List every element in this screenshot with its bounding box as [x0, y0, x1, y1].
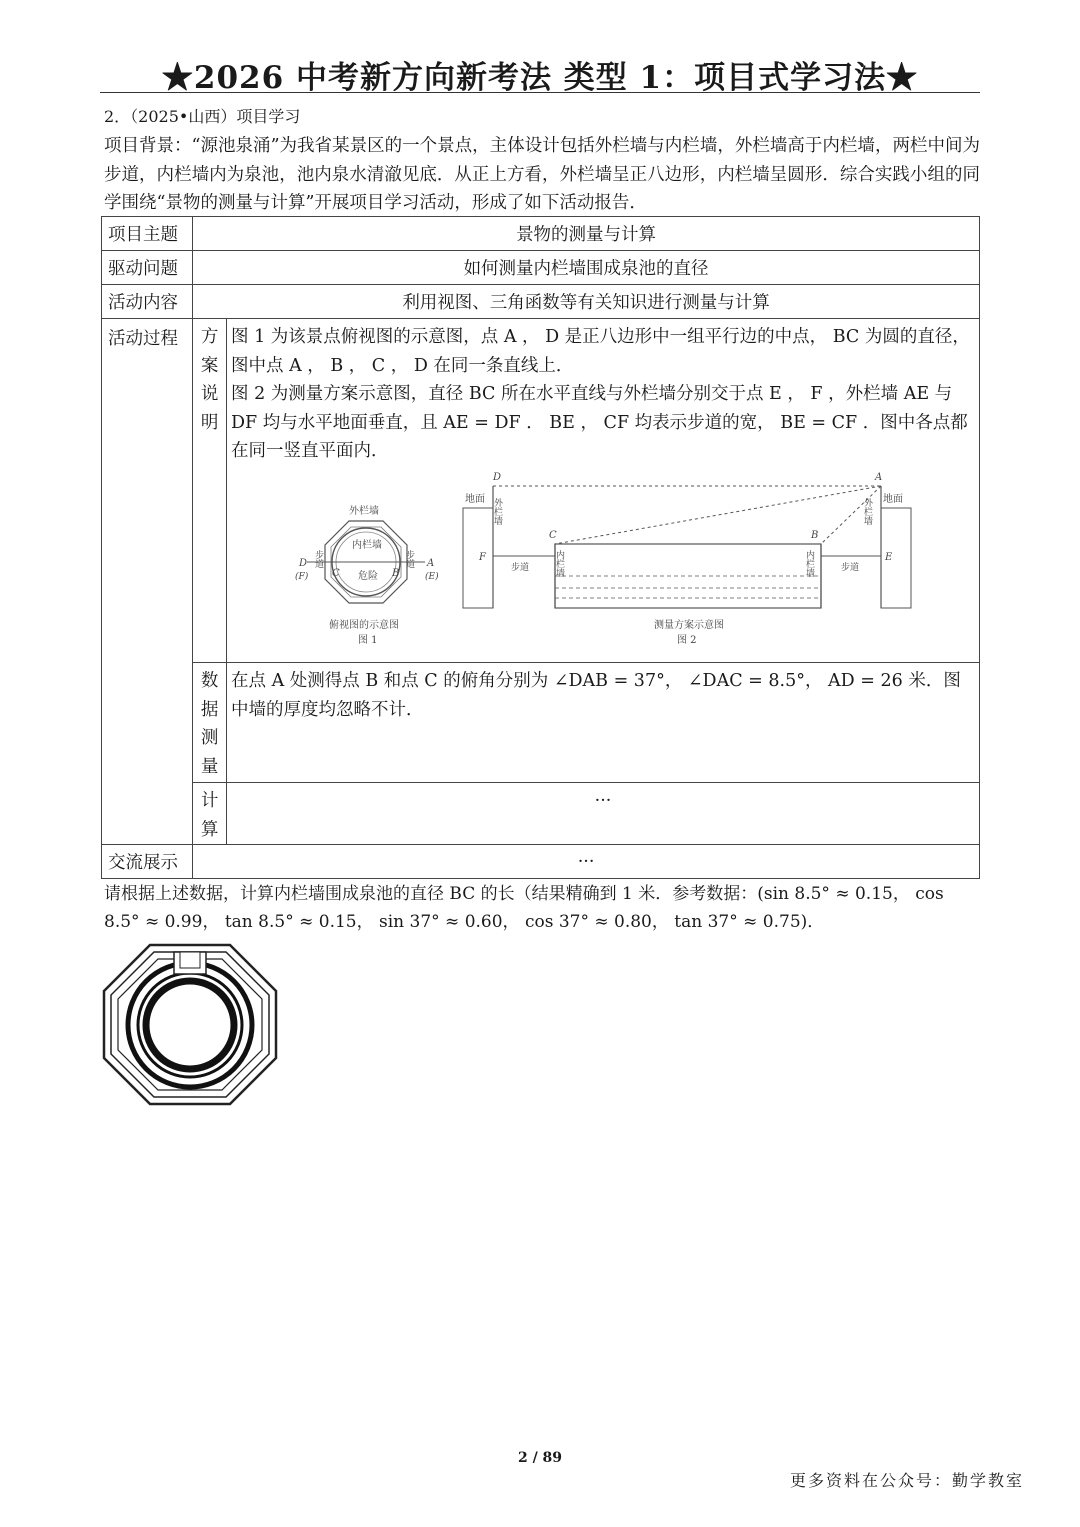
figures-svg [231, 466, 975, 656]
label-topic: 项目主题 [102, 217, 193, 251]
header-rule [100, 92, 980, 93]
label-activity-process: 活动过程 [102, 319, 193, 845]
page-number: 2 / 89 [517, 1450, 563, 1466]
label-activity-content: 活动内容 [102, 285, 193, 319]
fig2-ground-left: 地面 [465, 493, 485, 505]
fig1-danger: 危险 [358, 570, 378, 582]
sub-calc: 计 算 [193, 783, 227, 845]
activity-report-table [101, 216, 980, 879]
sub-plan: 方 案 说 明 [193, 319, 227, 663]
question-number: 2．（2025•山西）项目学习 [104, 107, 301, 126]
fig2-label: 图 2 [677, 634, 697, 646]
fig2-outer-wall-left: 外栏墙 [492, 497, 502, 525]
fig1-path-left: 步道 [313, 549, 323, 568]
fig2-point-b: B [811, 529, 819, 541]
data-measure-text: 在点 A 处测得点 B 和点 C 的俯角分别为 ∠DAB = 37°， ∠DAC = 8.5°， AD = 26 米．图中墙的厚度均忽略不计． [227, 663, 980, 783]
label-driving-question: 驱动问题 [102, 251, 193, 285]
fig1-inner-wall: 内栏墙 [352, 539, 382, 551]
project-background: 项目背景：“源池泉涌”为我省某景区的一个景点，主体设计包括外栏墙与内栏墙，外栏墙高于内栏墙，两栏中间为步道，内栏墙内为泉池，池内泉水清澈见底．从正上方看，外栏墙呈正八边形，内栏墙呈圆形．综合实践小组的同学围绕“景物的测量与计算”开展项目学习活动，形成了如下活动报告． [104, 136, 980, 213]
fig1-outer-wall: 外栏墙 [349, 505, 379, 517]
sightline-ab [821, 486, 881, 544]
fig1-label: 图 1 [358, 634, 378, 646]
plan-line-1: 图 1 为该景点俯视图的示意图，点 A ， D 是正八边形中一组平行边的中点， BC 为圆的直径，图中点 A ， B ， C ， D 在同一条直线上． [231, 327, 970, 376]
page-header-title: ★2026 中考新方向新考法 类型 1：项目式学习法★ [161, 60, 919, 96]
fig2-ground-right: 地面 [883, 493, 903, 505]
fig2-point-a: A [875, 471, 883, 483]
sightline-ac [555, 486, 881, 544]
fig2-inner-wall-left: 内栏墙 [554, 549, 564, 577]
value-exchange: ··· [193, 845, 980, 879]
value-topic: 景物的测量与计算 [193, 217, 980, 251]
fig1-point-c: C [332, 567, 340, 579]
plan-description [227, 319, 980, 663]
question-prompt: 请根据上述数据，计算内栏墙围成泉池的直径 BC 的长（结果精确到 1 米．参考数据：(sin 8.5° ≈ 0.15， cos 8.5° ≈ 0.99， tan 8.5° ≈ 0.15， sin 37° ≈ 0.60， cos 37° ≈ 0.80， tan 37° ≈ 0.75)． [104, 884, 944, 932]
promo-text: 更多资料在公众号：勤学教室 [790, 1471, 1025, 1490]
fig2-point-e: E [885, 551, 893, 563]
fig2-point-c: C [549, 529, 557, 541]
octagon-photo-illustration [100, 942, 280, 1107]
fig2-caption: 测量方案示意图 [654, 619, 724, 631]
fig2-path-left: 步道 [511, 562, 530, 573]
calc-text: ··· [227, 783, 980, 845]
figure-2-measurement [463, 472, 911, 646]
value-driving-question: 如何测量内栏墙围成泉池的直径 [193, 251, 980, 285]
fig1-point-d: D [299, 557, 308, 569]
figure-1-top-view [295, 504, 439, 646]
fig1-point-f: (F) [295, 571, 309, 582]
fig1-point-a: A [427, 557, 435, 569]
sub-data-measure: 数 据 测 量 [193, 663, 227, 783]
value-activity-content: 利用视图、三角函数等有关知识进行测量与计算 [193, 285, 980, 319]
fig1-point-e: (E) [425, 571, 439, 582]
fig2-point-d: D [493, 471, 502, 483]
fig2-outer-wall-right: 外栏墙 [862, 497, 872, 525]
fig2-inner-wall-right: 内栏墙 [804, 549, 814, 577]
fig1-path-right: 步道 [404, 549, 414, 568]
fig1-point-b: B [392, 567, 400, 579]
plan-line-2: 图 2 为测量方案示意图，直径 BC 所在水平直线与外栏墙分别交于点 E ， F ，外栏墙 AE 与 DF 均与水平地面垂直，且 AE = DF ． BE ， CF 均表示步道的宽， BE = CF ．图中各点都在同一竖直平面内． [231, 384, 968, 461]
figures [231, 466, 975, 656]
fig2-point-f: F [479, 551, 486, 563]
label-exchange: 交流展示 [102, 845, 193, 879]
fig2-path-right: 步道 [841, 562, 860, 573]
fig1-caption: 俯视图的示意图 [329, 619, 399, 631]
